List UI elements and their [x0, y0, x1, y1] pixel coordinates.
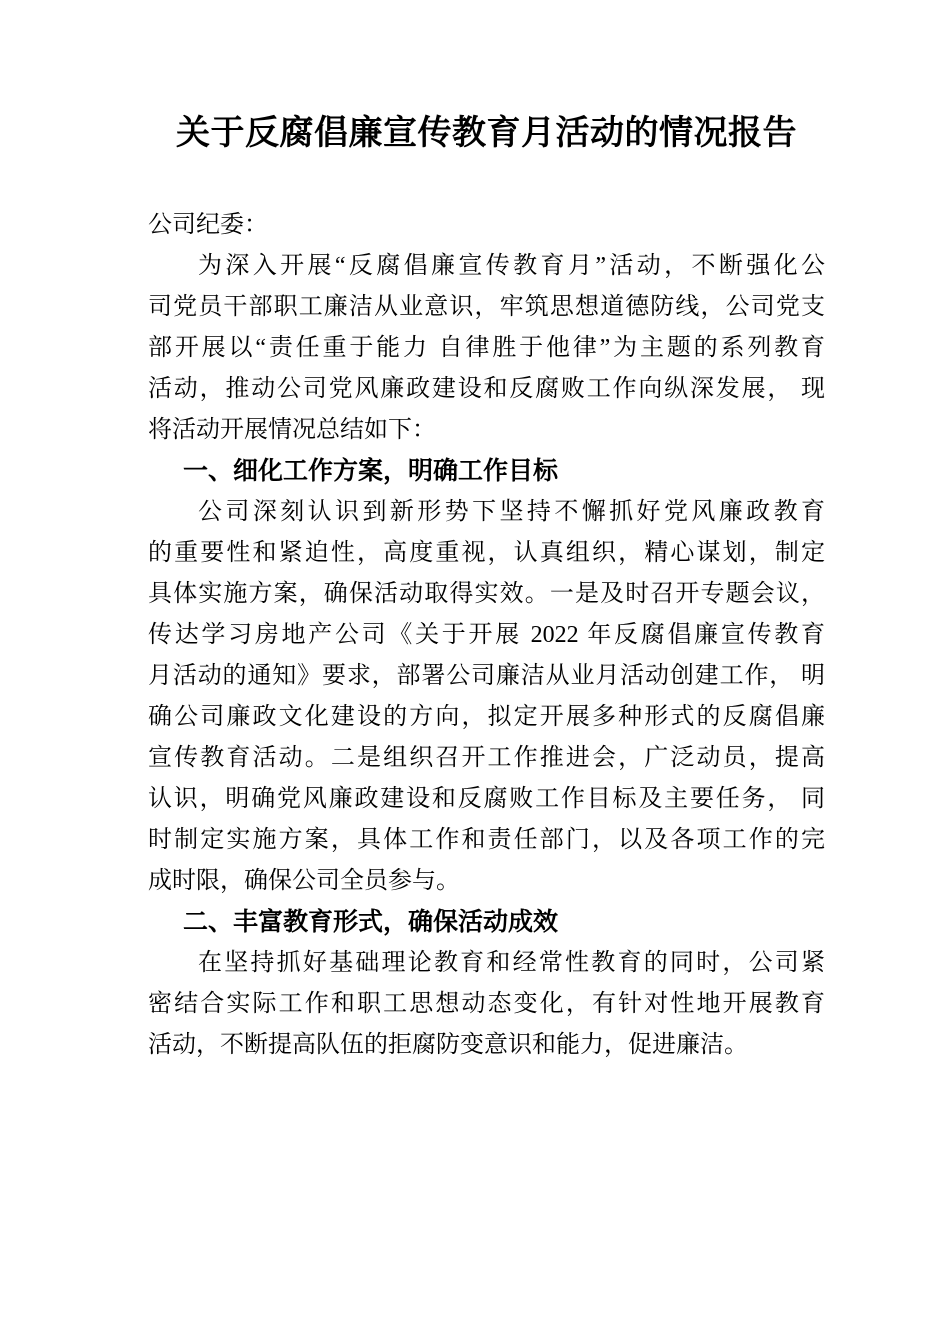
paragraph-line: 时制定实施方案，具体工作和责任部门，以及各项工作的完: [148, 827, 825, 853]
paragraph-line: 活动，推动公司党风廉政建设和反腐败工作向纵深发展， 现: [148, 376, 825, 402]
salutation: 公司纪委：: [148, 212, 268, 238]
paragraph-line: 宣传教育活动。二是组织召开工作推进会，广泛动员，提高: [148, 745, 825, 771]
paragraph-line: 司党员干部职工廉洁从业意识，牢筑思想道德防线，公司党支: [148, 294, 825, 320]
paragraph-line: 部开展以“责任重于能力 自律胜于他律”为主题的系列教育: [148, 335, 825, 361]
paragraph-line: 月活动的通知》要求，部署公司廉洁从业月活动创建工作， 明: [148, 663, 825, 689]
section-heading-1: 一、细化工作方案，明确工作目标: [183, 457, 559, 485]
paragraph-line: 的重要性和紧迫性，高度重视，认真组织，精心谋划，制定: [148, 540, 825, 566]
paragraph-line: 活动，不断提高队伍的拒腐防变意识和能力，促进廉洁。: [148, 1032, 748, 1058]
paragraph-2: [148, 492, 825, 902]
paragraph-line: 传达学习房地产公司《关于开展 2022 年反腐倡廉宣传教育: [148, 622, 825, 648]
paragraph-4: [148, 943, 825, 1066]
document-title: 关于反腐倡廉宣传教育月活动的情况报告: [176, 115, 797, 152]
paragraph-line: 成时限，确保公司全员参与。: [148, 868, 460, 894]
paragraph-line: 确公司廉政文化建设的方向，拟定开展多种形式的反腐倡廉: [148, 704, 825, 730]
paragraph-line: 为深入开展“反腐倡廉宣传教育月”活动，不断强化公: [198, 253, 825, 279]
paragraph-line: 具体实施方案，确保活动取得实效。一是及时召开专题会议，: [148, 581, 825, 607]
paragraph-line: 公司深刻认识到新形势下坚持不懈抓好党风廉政教育: [198, 499, 825, 525]
paragraph-line: 密结合实际工作和职工思想动态变化，有针对性地开展教育: [148, 991, 825, 1017]
paragraph-line: 将活动开展情况总结如下：: [148, 417, 436, 443]
document-body: [148, 246, 825, 1066]
section-heading-3: 二、丰富教育形式，确保活动成效: [183, 908, 559, 936]
paragraph-line: 认识，明确党风廉政建设和反腐败工作目标及主要任务， 同: [148, 786, 825, 812]
paragraph-0: [148, 246, 825, 451]
paragraph-line: 在坚持抓好基础理论教育和经常性教育的同时，公司紧: [198, 950, 825, 976]
